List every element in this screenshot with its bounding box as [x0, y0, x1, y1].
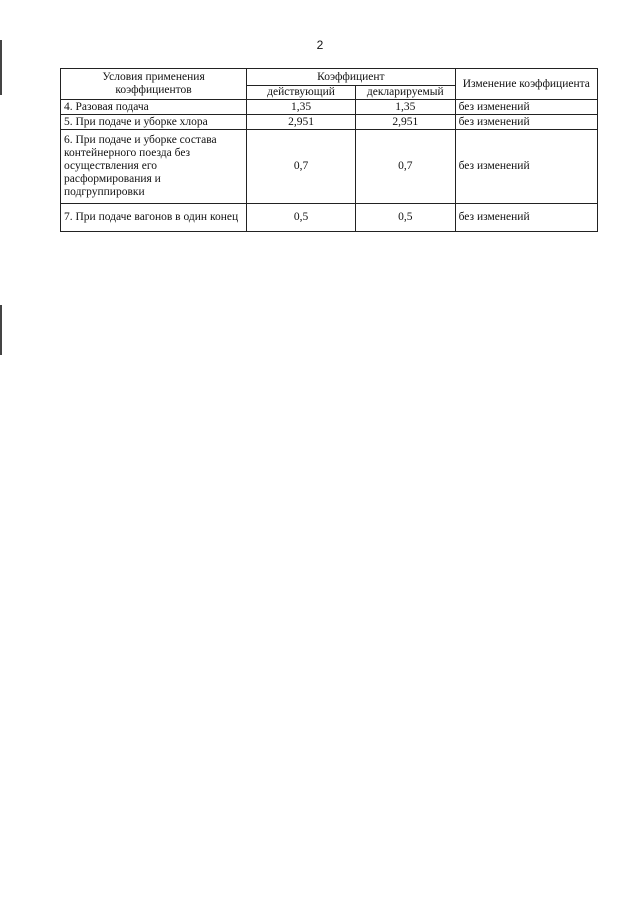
header-declared: декларируемый: [355, 86, 455, 100]
row-declared: 0,5: [355, 204, 455, 232]
row-condition: 4. Разовая подача: [61, 100, 247, 115]
row-condition: 7. При подаче вагонов в один конец: [61, 204, 247, 232]
row-declared: 2,951: [355, 115, 455, 130]
table-row: [61, 204, 598, 232]
header-change: Изменение коэффициента: [455, 69, 597, 100]
page-number: 2: [316, 38, 324, 52]
row-current: 1,35: [247, 100, 356, 115]
row-change: без изменений: [455, 204, 597, 232]
header-conditions: Условия применения коэффициентов: [61, 69, 247, 100]
row-change: без изменений: [455, 100, 597, 115]
scan-edge-mark: [0, 305, 2, 355]
row-condition: 6. При подаче и уборке состава контейнерного поезда без осуществления его расформирования и подгруппировки: [61, 130, 247, 204]
row-condition: 5. При подаче и уборке хлора: [61, 115, 247, 130]
row-current: 2,951: [247, 115, 356, 130]
row-change: без изменений: [455, 115, 597, 130]
header-coefficient: Коэффициент: [247, 69, 455, 86]
coefficient-table: [60, 68, 598, 232]
row-change: без изменений: [455, 130, 597, 204]
row-declared: 1,35: [355, 100, 455, 115]
header-current: действующий: [247, 86, 356, 100]
row-current: 0,7: [247, 130, 356, 204]
table-row: [61, 115, 598, 130]
row-current: 0,5: [247, 204, 356, 232]
table-row: [61, 100, 598, 115]
table-row: [61, 130, 598, 204]
row-declared: 0,7: [355, 130, 455, 204]
